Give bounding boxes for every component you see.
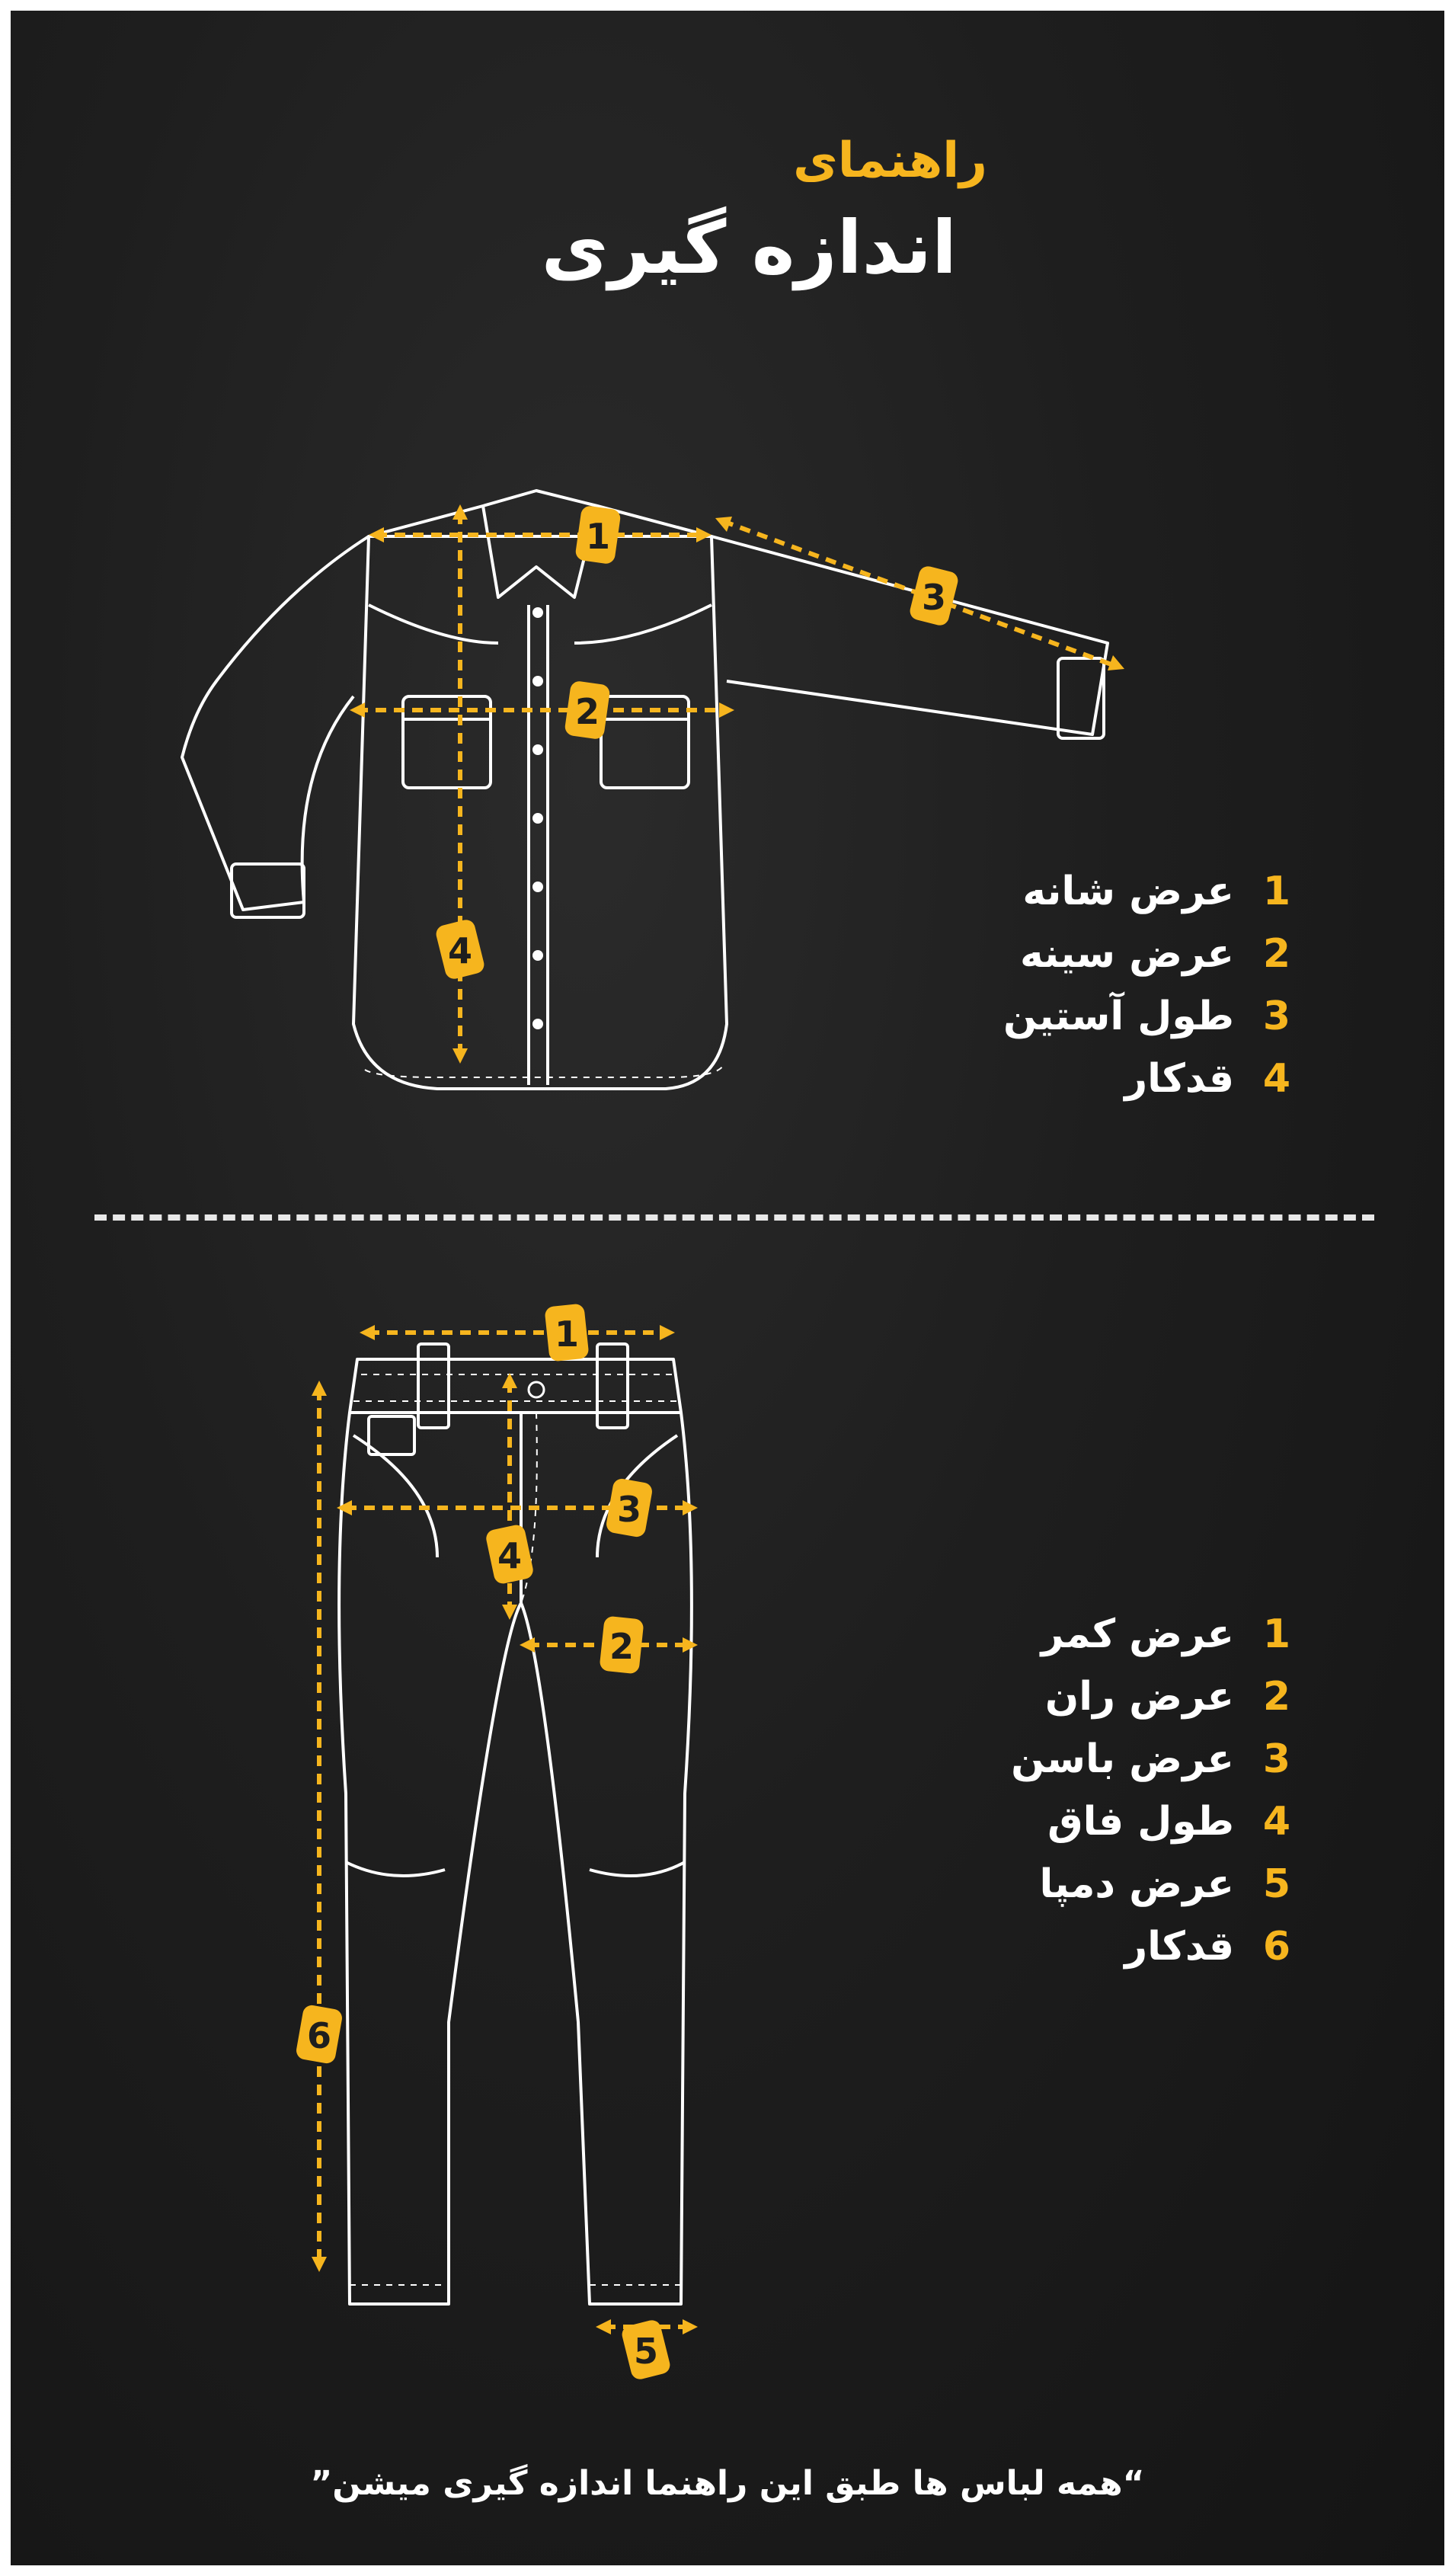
legend-number: 6 <box>1262 1924 1291 1970</box>
shirt-legend-item <box>1003 985 1292 1048</box>
legend-label: عرض شانه <box>1022 869 1234 914</box>
pants-legend-item <box>1011 1790 1292 1853</box>
shirt-marker-1 <box>574 505 622 565</box>
svg-text:1: 1 <box>585 516 611 557</box>
legend-label: عرض کمر <box>1041 1611 1234 1657</box>
guide-title: اندازه گیری <box>541 205 957 290</box>
svg-text:3: 3 <box>921 577 947 618</box>
pants-marker-2 <box>599 1615 644 1674</box>
shirt-marker-4 <box>434 918 486 981</box>
pants-legend-item <box>1011 1728 1292 1790</box>
guide-title-prefix: راهنمای <box>793 133 987 189</box>
pants-marker-1 <box>544 1303 589 1362</box>
shirt-legend <box>1003 860 1292 1110</box>
shirt-legend-item <box>1003 923 1292 985</box>
shirt-legend-item <box>1003 860 1292 923</box>
legend-label: عرض باسن <box>1011 1736 1234 1782</box>
svg-text:6: 6 <box>306 2015 332 2056</box>
legend-number: 5 <box>1262 1861 1291 1907</box>
legend-label: عرض سینه <box>1019 931 1234 977</box>
pants-legend-item <box>1011 1666 1292 1728</box>
pants-marker-4 <box>484 1523 535 1585</box>
pants-legend-item <box>1011 1915 1292 1978</box>
footer-note: “همه لباس ها طبق این راهنما اندازه گیری میشن” <box>310 2464 1145 2503</box>
section-divider <box>94 1214 1374 1221</box>
shirt-legend-item <box>1003 1048 1292 1110</box>
legend-label: عرض ران <box>1044 1674 1234 1720</box>
svg-text:4: 4 <box>447 930 473 971</box>
svg-text:3: 3 <box>616 1489 642 1530</box>
legend-number: 4 <box>1262 1799 1291 1845</box>
legend-label: عرض دمپا <box>1039 1861 1234 1907</box>
legend-label: قدکار <box>1124 1924 1234 1970</box>
legend-label: طول فاق <box>1047 1799 1234 1845</box>
legend-number: 3 <box>1262 994 1291 1039</box>
svg-text:2: 2 <box>609 1626 635 1667</box>
guide-panel <box>11 11 1444 2565</box>
legend-label: قدکار <box>1124 1056 1234 1102</box>
legend-label: طول آستین <box>1003 994 1234 1039</box>
pants-legend <box>1011 1603 1292 1978</box>
legend-number: 2 <box>1262 931 1291 977</box>
svg-text:2: 2 <box>574 691 600 732</box>
legend-number: 2 <box>1262 1674 1291 1720</box>
legend-number: 1 <box>1262 1611 1291 1657</box>
legend-number: 4 <box>1262 1056 1291 1102</box>
pants-marker-3 <box>605 1477 654 1538</box>
pants-legend-item <box>1011 1603 1292 1666</box>
svg-text:1: 1 <box>554 1314 580 1355</box>
svg-text:4: 4 <box>497 1535 523 1576</box>
legend-number: 3 <box>1262 1736 1291 1782</box>
legend-number: 1 <box>1262 869 1291 914</box>
svg-text:5: 5 <box>633 2331 659 2372</box>
shirt-marker-3 <box>908 565 960 627</box>
shirt-marker-2 <box>564 680 611 741</box>
pants-legend-item <box>1011 1853 1292 1915</box>
pants-marker-6 <box>295 2004 344 2065</box>
